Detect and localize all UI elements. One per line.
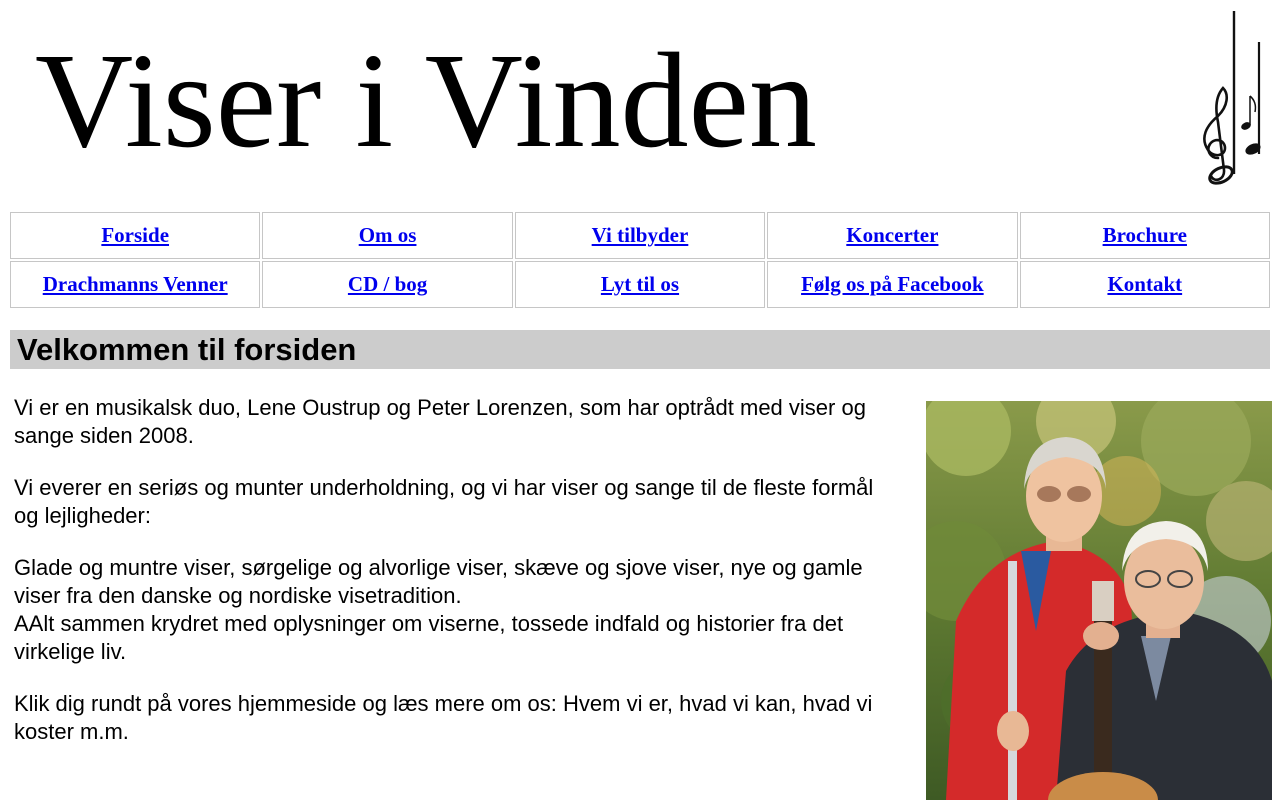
nav-link-vi-tilbyder[interactable]: Vi tilbyder	[591, 223, 689, 247]
nav-cell-brochure	[1020, 212, 1270, 259]
music-notes-logo-icon	[1196, 8, 1266, 188]
duo-photo	[926, 401, 1272, 800]
nav-cell-drachmanns-venner	[10, 261, 260, 308]
nav-link-om-os[interactable]: Om os	[358, 223, 417, 247]
paragraph-explore	[14, 690, 894, 746]
nav-link-kontakt[interactable]: Kontakt	[1107, 272, 1183, 296]
paragraph-intro	[14, 394, 894, 450]
nav-link-drachmanns-venner[interactable]: Drachmanns Venner	[42, 272, 228, 296]
nav-row-2	[10, 261, 1270, 308]
nav-cell-vi-tilbyder	[515, 212, 765, 259]
nav-cell-om-os	[262, 212, 512, 259]
nav-cell-koncerter	[767, 212, 1017, 259]
paragraph-line: Vi everer en seriøs og munter underholdning, og vi har viser og sange til de fleste formål og lejligheder:	[14, 475, 874, 528]
paragraph-line: Glade og muntre viser, sørgelige og alvorlige viser, skæve og sjove viser, nye og gamle viser fra den danske og nordiske visetradition.	[14, 555, 863, 608]
paragraph-song-types	[14, 554, 894, 666]
nav-link-koncerter[interactable]: Koncerter	[846, 223, 939, 247]
paragraph-line: AAlt sammen krydret med oplysninger om viserne, tossede indfald og historier fra det virkelige liv.	[14, 611, 844, 664]
nav-link-cd-bog[interactable]: CD / bog	[347, 272, 428, 296]
nav-cell-kontakt	[1020, 261, 1270, 308]
nav-cell-cd-bog	[262, 261, 512, 308]
welcome-text	[14, 394, 894, 770]
page-heading: Velkommen til forsiden	[10, 330, 1270, 369]
site-title: Viser i Vinden	[35, 26, 817, 176]
paragraph-line: Klik dig rundt på vores hjemmeside og læs mere om os: Hvem vi er, hvad vi kan, hvad vi koster m.m.	[14, 691, 873, 744]
main-navigation	[8, 210, 1272, 310]
nav-row-1	[10, 212, 1270, 259]
nav-link-brochure[interactable]: Brochure	[1102, 223, 1187, 247]
nav-link-forside[interactable]: Forside	[101, 223, 170, 247]
nav-link-facebook[interactable]: Følg os på Facebook	[801, 272, 984, 296]
nav-cell-lyt-til-os	[515, 261, 765, 308]
nav-cell-forside	[10, 212, 260, 259]
nav-link-lyt-til-os[interactable]: Lyt til os	[600, 272, 680, 296]
paragraph-entertainment	[14, 474, 894, 530]
nav-cell-facebook	[767, 261, 1017, 308]
paragraph-line: Vi er en musikalsk duo, Lene Oustrup og Peter Lorenzen, som har optrådt med viser og sange siden 2008.	[14, 395, 866, 448]
